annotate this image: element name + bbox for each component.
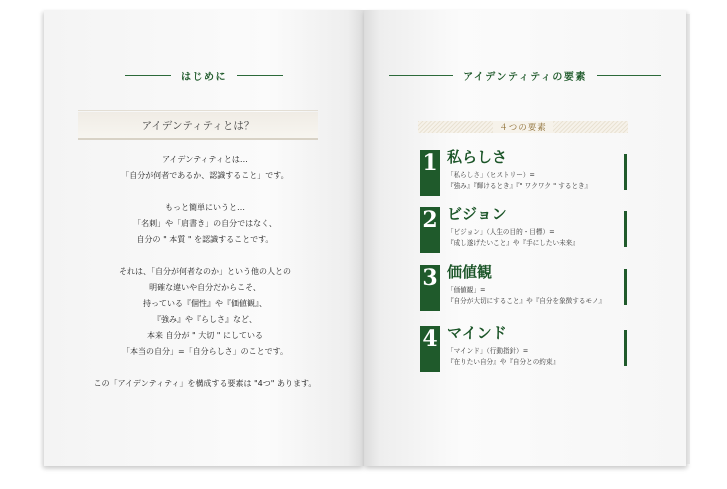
element-number: 4 <box>420 326 440 372</box>
heading-rule-right <box>237 75 283 76</box>
body-line: 本来 自分が " 大切 " にしている <box>146 331 264 340</box>
body-line: 明確な違いや自分だからこそ、 <box>149 283 261 292</box>
element-title: 私らしさ <box>447 148 508 166</box>
element-accent-bar <box>624 330 627 366</box>
element-title: マインド <box>447 324 507 342</box>
element-number: 1 <box>420 150 440 196</box>
body-line: 自分の " 本質 " を認識することです。 <box>136 235 274 244</box>
element-description <box>447 170 591 192</box>
description-line: 「価値観」= <box>447 286 486 294</box>
element-description <box>447 285 605 307</box>
body-line: 「本当の自分」=「自分らしさ」のことです。 <box>121 347 289 356</box>
left-heading-text: はじめに <box>181 71 227 83</box>
element-title: ビジョン <box>447 205 507 223</box>
heading-rule-left <box>389 75 453 76</box>
elements-label <box>418 121 628 133</box>
element-number: 2 <box>420 207 440 253</box>
body-line: 「名刺」や「肩書き」の自分ではなく、 <box>133 219 277 228</box>
elements-label-text: ４つの要素 <box>493 121 553 133</box>
element-title: 価値観 <box>447 263 493 281</box>
left-page-heading <box>44 66 364 84</box>
body-line: 『強み』や『らしさ』など、 <box>153 315 257 324</box>
element-description <box>447 346 559 368</box>
body-line: 「自分が何者であるか、認識すること」です。 <box>121 171 289 180</box>
description-line: 『在りたい自分』や『自分との約束』 <box>447 358 560 366</box>
heading-rule-left <box>125 75 171 76</box>
left-subheading: アイデンティティとは？ <box>78 112 318 140</box>
description-line: 「マインド」（行動指針）= <box>447 347 529 355</box>
body-line: それは、「自分が何者なのか」という他の人との <box>119 267 291 276</box>
page-edge <box>686 14 690 464</box>
left-body-text <box>60 152 350 392</box>
right-page-heading <box>364 66 686 84</box>
element-accent-bar <box>624 269 627 305</box>
body-line: 持っている『個性』や『価値観』、 <box>143 299 267 308</box>
description-line: 『自分が大切にすること』や『自分を象徴するモノ』 <box>447 297 606 305</box>
description-line: 「私らしさ」（ヒストリー）= <box>447 171 535 179</box>
element-item-4 <box>420 326 634 372</box>
element-number: 3 <box>420 265 440 311</box>
description-line: 「ビジョン」（人生の目的・目標）= <box>447 228 555 236</box>
element-accent-bar <box>624 211 627 247</box>
element-description <box>447 227 579 249</box>
description-line: 『成し遂げたいこと』や『手にしたい未来』 <box>447 239 579 247</box>
right-heading-text: アイデンティティの要素 <box>463 71 587 83</box>
element-item-2 <box>420 207 634 253</box>
body-line: もっと簡単にいうと… <box>165 203 245 212</box>
body-line: この「アイデンティティ」を構成する要素は "4つ" あります。 <box>93 379 317 388</box>
element-item-3 <box>420 265 634 311</box>
element-item-1 <box>420 150 634 196</box>
body-line: アイデンティティとは… <box>162 155 248 164</box>
heading-rule-right <box>597 75 661 76</box>
element-accent-bar <box>624 154 627 190</box>
description-line: 『強み』『輝けるとき』『" ワクワク " するとき』 <box>447 182 592 190</box>
